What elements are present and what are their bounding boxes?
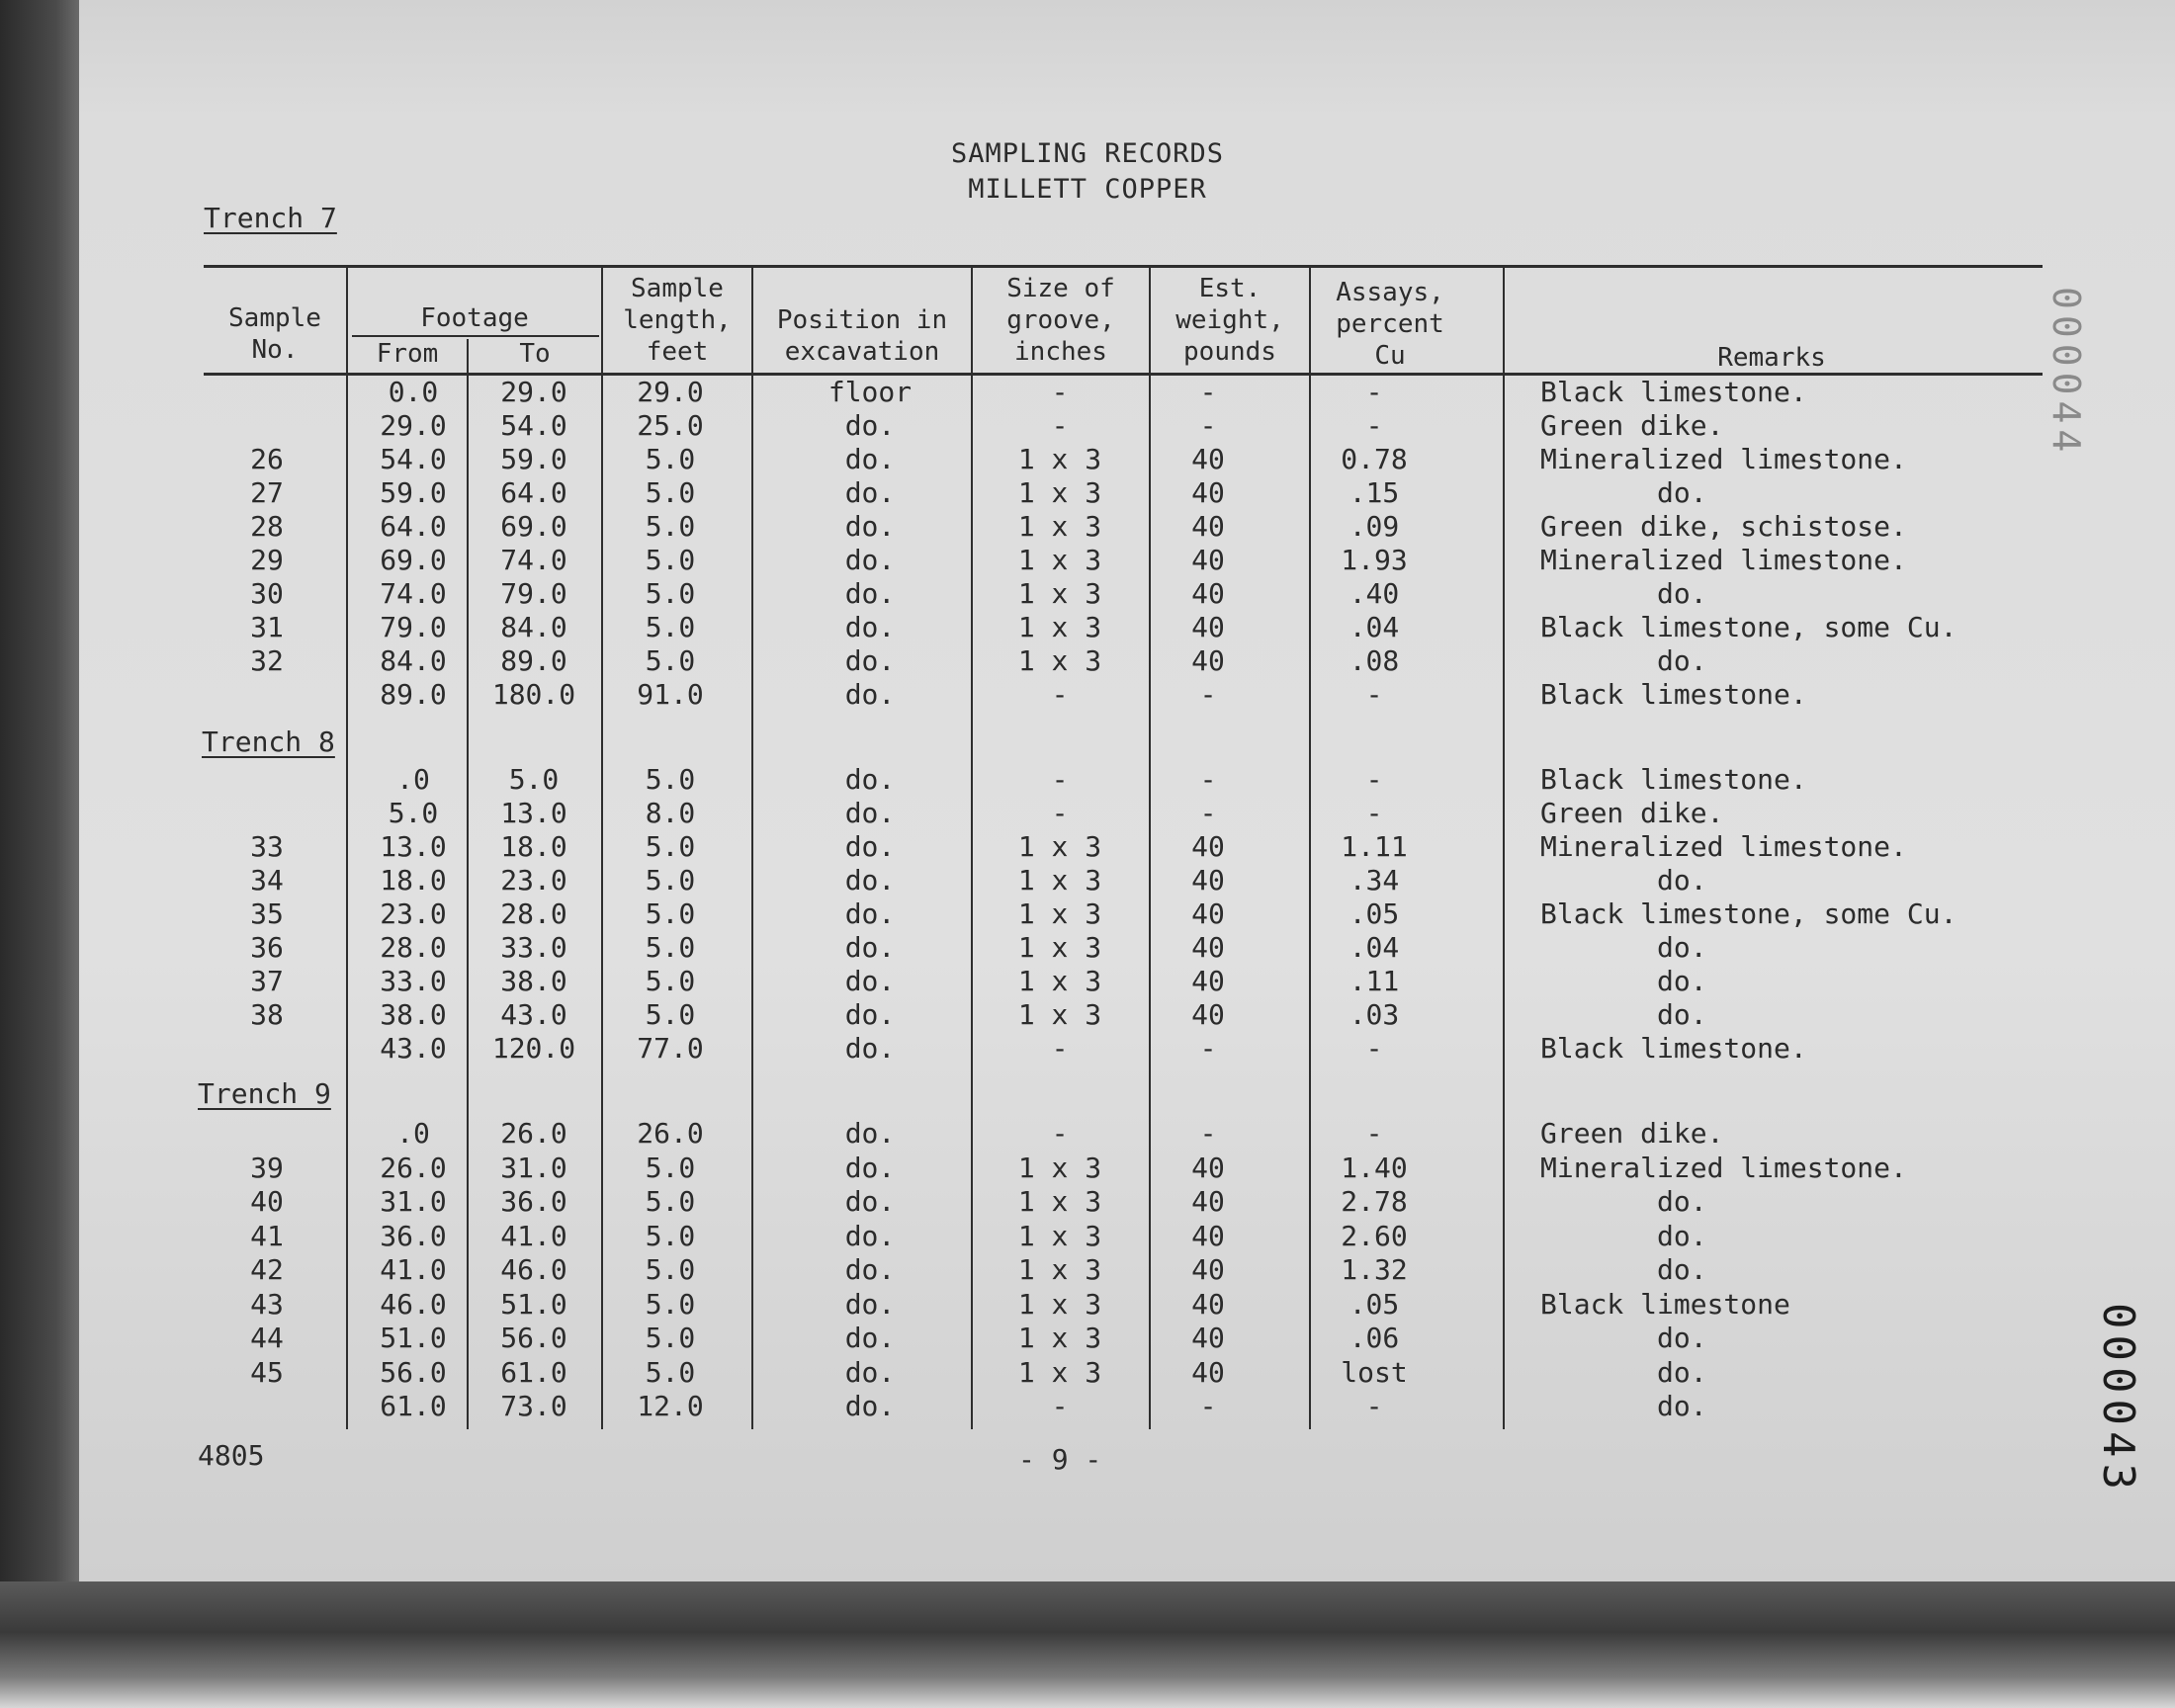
cell-footage-from: 69.0 <box>380 544 447 576</box>
cell-footage-from: 61.0 <box>380 1390 447 1422</box>
cell-assay-cu: .15 <box>1348 476 1400 509</box>
header-groove-line3: inches <box>1014 337 1107 367</box>
cell-assay-cu: .05 <box>1348 897 1400 930</box>
cell-footage-to: 74.0 <box>500 544 567 576</box>
cell-groove: 1 x 3 <box>1017 1287 1102 1321</box>
cell-length: 5.0 <box>645 763 696 796</box>
cell-groove: - <box>1051 1032 1069 1065</box>
cell-weight: 40 <box>1191 577 1225 610</box>
cell-sample-no: 37 <box>250 965 284 997</box>
cell-length: 5.0 <box>645 1287 696 1321</box>
archive-stamp-top: 000044 <box>2044 287 2088 459</box>
cell-assay-cu: 1.93 <box>1341 544 1408 576</box>
cell-footage-to: 5.0 <box>508 763 560 796</box>
cell-weight: 40 <box>1191 864 1225 897</box>
cell-groove: 1 x 3 <box>1017 897 1102 930</box>
cell-footage-from: 89.0 <box>380 678 447 711</box>
cell-footage-to: 28.0 <box>500 897 567 930</box>
cell-footage-to: 51.0 <box>500 1287 567 1321</box>
cell-position: do. <box>844 998 896 1031</box>
document-title: SAMPLING RECORDS <box>950 138 1225 169</box>
cell-groove: 1 x 3 <box>1017 1151 1102 1184</box>
cell-assay-cu: - <box>1365 1032 1383 1065</box>
cell-footage-from: 46.0 <box>380 1287 447 1321</box>
cell-footage-from: 31.0 <box>380 1185 447 1218</box>
cell-footage-to: 56.0 <box>500 1322 567 1354</box>
cell-groove: 1 x 3 <box>1017 1219 1102 1252</box>
cell-footage-to: 120.0 <box>491 1032 576 1065</box>
cell-position: do. <box>844 544 896 576</box>
cell-footage-to: 31.0 <box>500 1151 567 1184</box>
cell-sample-no: 28 <box>250 510 284 543</box>
cell-remarks: Mineralized limestone. <box>1540 1151 1907 1184</box>
cell-length: 8.0 <box>645 797 696 829</box>
cell-weight: 40 <box>1191 1322 1225 1354</box>
cell-weight: 40 <box>1191 443 1225 475</box>
cell-weight: 40 <box>1191 644 1225 677</box>
cell-groove: 1 x 3 <box>1017 1355 1102 1389</box>
cell-groove: - <box>1051 376 1069 408</box>
cell-remarks: Black limestone. <box>1540 376 1807 408</box>
cell-footage-from: 5.0 <box>388 797 439 829</box>
cell-weight: 40 <box>1191 1219 1225 1252</box>
cell-footage-to: 180.0 <box>491 678 576 711</box>
trench-9-label: Trench 9 <box>198 1077 331 1110</box>
header-assay <box>1311 277 1469 372</box>
cell-length: 5.0 <box>645 1322 696 1354</box>
cell-footage-from: 36.0 <box>380 1219 447 1252</box>
cell-groove: 1 x 3 <box>1017 443 1102 475</box>
cell-groove: 1 x 3 <box>1017 1322 1102 1354</box>
cell-remarks: Green dike, schistose. <box>1540 510 1907 543</box>
cell-length: 5.0 <box>645 611 696 643</box>
cell-footage-to: 13.0 <box>500 797 567 829</box>
cell-groove: 1 x 3 <box>1017 998 1102 1031</box>
cell-sample-no: 42 <box>250 1253 284 1286</box>
cell-weight: 40 <box>1191 931 1225 964</box>
cell-position: do. <box>844 1032 896 1065</box>
cell-remarks: do. <box>1657 644 1707 677</box>
cell-weight: 40 <box>1191 965 1225 997</box>
cell-sample-no: 32 <box>250 644 284 677</box>
header-groove <box>973 273 1149 368</box>
header-weight-line2: weight, <box>1175 305 1284 335</box>
cell-position: do. <box>844 897 896 930</box>
cell-groove: 1 x 3 <box>1017 931 1102 964</box>
cell-footage-from: 59.0 <box>380 476 447 509</box>
cell-remarks: Black limestone. <box>1540 678 1807 711</box>
cell-position: do. <box>844 476 896 509</box>
cell-remarks: Black limestone, some Cu. <box>1540 897 1958 930</box>
cell-remarks: Black limestone. <box>1540 763 1807 796</box>
cell-sample-no: 33 <box>250 830 284 863</box>
cell-length: 25.0 <box>637 409 704 442</box>
cell-position: floor <box>827 376 913 408</box>
cell-assay-cu: .05 <box>1348 1287 1400 1321</box>
cell-footage-to: 64.0 <box>500 476 567 509</box>
cell-weight: - <box>1199 763 1217 796</box>
cell-sample-no: 34 <box>250 864 284 897</box>
cell-groove: 1 x 3 <box>1017 1185 1102 1218</box>
cell-footage-from: 18.0 <box>380 864 447 897</box>
header-sample-line1: Sample <box>228 303 321 333</box>
cell-footage-from: .0 <box>396 1117 430 1150</box>
cell-groove: 1 x 3 <box>1017 864 1102 897</box>
cell-remarks: Green dike. <box>1540 797 1724 829</box>
cell-remarks: do. <box>1657 577 1707 610</box>
cell-footage-to: 73.0 <box>500 1390 567 1422</box>
cell-groove: - <box>1051 1390 1069 1422</box>
cell-footage-from: 74.0 <box>380 577 447 610</box>
cell-remarks: do. <box>1657 1219 1707 1252</box>
cell-assay-cu: - <box>1365 409 1383 442</box>
cell-weight: 40 <box>1191 998 1225 1031</box>
cell-position: do. <box>844 931 896 964</box>
cell-assay-cu: .04 <box>1348 931 1400 964</box>
cell-weight: 40 <box>1191 1185 1225 1218</box>
cell-remarks: do. <box>1657 965 1707 997</box>
cell-length: 29.0 <box>637 376 704 408</box>
cell-length: 26.0 <box>637 1117 704 1150</box>
cell-assay-cu: .04 <box>1348 611 1400 643</box>
cell-footage-to: 29.0 <box>500 376 567 408</box>
document-subtitle: MILLETT COPPER <box>968 174 1207 205</box>
cell-remarks: do. <box>1657 931 1707 964</box>
cell-length: 5.0 <box>645 965 696 997</box>
cell-position: do. <box>844 678 896 711</box>
cell-footage-to: 89.0 <box>500 644 567 677</box>
cell-remarks: Green dike. <box>1540 409 1724 442</box>
col-divider-length <box>751 267 753 1429</box>
cell-length: 77.0 <box>637 1032 704 1065</box>
col-divider-assay <box>1503 267 1505 1429</box>
header-weight <box>1151 273 1309 368</box>
cell-sample-no: 36 <box>250 931 284 964</box>
cell-footage-from: 29.0 <box>380 409 447 442</box>
cell-assay-cu: .06 <box>1348 1322 1400 1354</box>
header-to: To <box>519 339 551 369</box>
cell-footage-from: 0.0 <box>388 376 439 408</box>
cell-assay-cu: - <box>1365 678 1383 711</box>
archive-stamp-bottom: 000043 <box>2093 1303 2143 1495</box>
cell-groove: 1 x 3 <box>1017 830 1102 863</box>
scan-bottom-border <box>0 1581 2175 1708</box>
cell-footage-from: 64.0 <box>380 510 447 543</box>
cell-weight: 40 <box>1191 1253 1225 1286</box>
cell-footage-from: 23.0 <box>380 897 447 930</box>
cell-footage-to: 69.0 <box>500 510 567 543</box>
cell-remarks: do. <box>1657 1253 1707 1286</box>
cell-assay-cu: .08 <box>1348 644 1400 677</box>
cell-footage-from: 43.0 <box>380 1032 447 1065</box>
cell-weight: - <box>1199 409 1217 442</box>
header-groove-line2: groove, <box>1006 305 1115 335</box>
cell-groove: - <box>1051 409 1069 442</box>
cell-assay-cu: .11 <box>1348 965 1400 997</box>
header-assay-line3: Cu <box>1374 341 1406 371</box>
cell-sample-no: 40 <box>250 1185 284 1218</box>
cell-position: do. <box>844 830 896 863</box>
cell-weight: 40 <box>1191 1151 1225 1184</box>
cell-position: do. <box>844 611 896 643</box>
cell-length: 5.0 <box>645 510 696 543</box>
header-remarks: Remarks <box>1717 343 1826 373</box>
cell-position: do. <box>844 510 896 543</box>
cell-footage-to: 33.0 <box>500 931 567 964</box>
cell-footage-to: 43.0 <box>500 998 567 1031</box>
cell-weight: 40 <box>1191 830 1225 863</box>
cell-weight: - <box>1199 1032 1217 1065</box>
cell-length: 5.0 <box>645 476 696 509</box>
cell-length: 5.0 <box>645 1253 696 1286</box>
cell-footage-to: 41.0 <box>500 1219 567 1252</box>
cell-footage-from: 79.0 <box>380 611 447 643</box>
cell-remarks: do. <box>1657 1185 1707 1218</box>
cell-position: do. <box>844 965 896 997</box>
cell-remarks: Mineralized limestone. <box>1540 443 1907 475</box>
cell-groove: 1 x 3 <box>1017 510 1102 543</box>
cell-footage-to: 46.0 <box>500 1253 567 1286</box>
cell-length: 5.0 <box>645 931 696 964</box>
cell-weight: 40 <box>1191 897 1225 930</box>
cell-length: 5.0 <box>645 577 696 610</box>
header-position-line2: excavation <box>784 337 940 367</box>
cell-footage-to: 84.0 <box>500 611 567 643</box>
cell-position: do. <box>844 864 896 897</box>
cell-assay-cu: .40 <box>1348 577 1400 610</box>
cell-footage-to: 54.0 <box>500 409 567 442</box>
cell-footage-to: 79.0 <box>500 577 567 610</box>
cell-position: do. <box>844 1253 896 1286</box>
cell-sample-no: 26 <box>250 443 284 475</box>
cell-position: do. <box>844 797 896 829</box>
header-assay-line2: percent <box>1336 309 1444 339</box>
cell-assay-cu: .09 <box>1348 510 1400 543</box>
cell-remarks: do. <box>1657 998 1707 1031</box>
header-footage: Footage <box>420 303 529 333</box>
cell-footage-from: 54.0 <box>380 443 447 475</box>
cell-remarks: Mineralized limestone. <box>1540 544 1907 576</box>
header-position <box>753 304 971 368</box>
cell-assay-cu: 1.40 <box>1341 1151 1408 1184</box>
cell-footage-from: 28.0 <box>380 931 447 964</box>
cell-assay-cu: 1.11 <box>1341 830 1408 863</box>
cell-position: do. <box>844 1287 896 1321</box>
header-weight-line1: Est. <box>1198 274 1262 303</box>
cell-groove: - <box>1051 1117 1069 1150</box>
cell-footage-to: 38.0 <box>500 965 567 997</box>
cell-weight: 40 <box>1191 510 1225 543</box>
cell-footage-from: 51.0 <box>380 1322 447 1354</box>
cell-assay-cu: - <box>1365 376 1383 408</box>
cell-assay-cu: - <box>1365 763 1383 796</box>
cell-remarks: do. <box>1657 1355 1707 1389</box>
cell-footage-from: 38.0 <box>380 998 447 1031</box>
cell-remarks: Green dike. <box>1540 1117 1724 1150</box>
cell-length: 5.0 <box>645 443 696 475</box>
cell-footage-from: 84.0 <box>380 644 447 677</box>
cell-groove: 1 x 3 <box>1017 644 1102 677</box>
cell-sample-no: 35 <box>250 897 284 930</box>
cell-weight: 40 <box>1191 544 1225 576</box>
cell-assay-cu: 1.32 <box>1341 1253 1408 1286</box>
cell-assay-cu: 0.78 <box>1341 443 1408 475</box>
cell-position: do. <box>844 1185 896 1218</box>
cell-remarks: Mineralized limestone. <box>1540 830 1907 863</box>
cell-assay-cu: - <box>1365 1390 1383 1422</box>
cell-length: 5.0 <box>645 544 696 576</box>
cell-footage-to: 36.0 <box>500 1185 567 1218</box>
cell-groove: - <box>1051 763 1069 796</box>
cell-length: 5.0 <box>645 1185 696 1218</box>
cell-footage-to: 18.0 <box>500 830 567 863</box>
cell-position: do. <box>844 1390 896 1422</box>
cell-sample-no: 45 <box>250 1355 284 1389</box>
cell-sample-no: 43 <box>250 1287 284 1321</box>
header-length-line2: length, <box>623 305 732 335</box>
cell-weight: - <box>1199 1117 1217 1150</box>
cell-groove: - <box>1051 678 1069 711</box>
cell-sample-no: 31 <box>250 611 284 643</box>
cell-length: 5.0 <box>645 1355 696 1389</box>
page-number: - 9 - <box>1018 1443 1102 1476</box>
cell-assay-cu: 2.78 <box>1341 1185 1408 1218</box>
cell-weight: - <box>1199 678 1217 711</box>
cell-position: do. <box>844 1151 896 1184</box>
cell-assay-cu: .03 <box>1348 998 1400 1031</box>
cell-groove: 1 x 3 <box>1017 476 1102 509</box>
cell-weight: 40 <box>1191 1355 1225 1389</box>
cell-footage-from: 41.0 <box>380 1253 447 1286</box>
cell-footage-from: 26.0 <box>380 1151 447 1184</box>
cell-length: 5.0 <box>645 998 696 1031</box>
cell-weight: - <box>1199 797 1217 829</box>
cell-footage-to: 23.0 <box>500 864 567 897</box>
cell-sample-no: 44 <box>250 1322 284 1354</box>
cell-assay-cu: - <box>1365 1117 1383 1150</box>
cell-remarks: do. <box>1657 1322 1707 1354</box>
cell-footage-from: 33.0 <box>380 965 447 997</box>
cell-position: do. <box>844 1219 896 1252</box>
cell-length: 5.0 <box>645 897 696 930</box>
cell-groove: 1 x 3 <box>1017 544 1102 576</box>
cell-position: do. <box>844 443 896 475</box>
cell-position: do. <box>844 409 896 442</box>
cell-groove: - <box>1051 797 1069 829</box>
cell-length: 5.0 <box>645 1219 696 1252</box>
cell-groove: 1 x 3 <box>1017 577 1102 610</box>
cell-position: do. <box>844 1355 896 1389</box>
cell-footage-to: 61.0 <box>500 1355 567 1389</box>
header-weight-line3: pounds <box>1183 337 1276 367</box>
trench-8-label: Trench 8 <box>202 726 335 758</box>
header-assay-line1: Assays, <box>1336 278 1444 307</box>
cell-assay-cu: .34 <box>1348 864 1400 897</box>
cell-length: 5.0 <box>645 1151 696 1184</box>
cell-position: do. <box>844 1117 896 1150</box>
cell-position: do. <box>844 763 896 796</box>
col-divider-position <box>971 267 973 1429</box>
cell-groove: 1 x 3 <box>1017 965 1102 997</box>
cell-position: do. <box>844 644 896 677</box>
cell-remarks: do. <box>1657 1390 1707 1422</box>
cell-weight: - <box>1199 376 1217 408</box>
header-sample-line2: No. <box>251 335 299 365</box>
table-top-rule <box>204 265 2043 268</box>
header-length <box>603 273 751 368</box>
header-groove-line1: Size of <box>1006 274 1115 303</box>
cell-assay-cu: lost <box>1341 1355 1408 1389</box>
cell-groove: 1 x 3 <box>1017 1253 1102 1286</box>
document-number: 4805 <box>198 1439 265 1472</box>
cell-assay-cu: - <box>1365 797 1383 829</box>
cell-remarks: Black limestone <box>1540 1287 1790 1321</box>
scan-left-border <box>0 0 79 1708</box>
cell-weight: 40 <box>1191 476 1225 509</box>
cell-sample-no: 30 <box>250 577 284 610</box>
cell-sample-no: 27 <box>250 476 284 509</box>
cell-sample-no: 29 <box>250 544 284 576</box>
cell-sample-no: 41 <box>250 1219 284 1252</box>
cell-length: 12.0 <box>637 1390 704 1422</box>
cell-length: 5.0 <box>645 644 696 677</box>
cell-remarks: do. <box>1657 864 1707 897</box>
cell-weight: - <box>1199 1390 1217 1422</box>
cell-length: 91.0 <box>637 678 704 711</box>
cell-footage-to: 26.0 <box>500 1117 567 1150</box>
cell-footage-to: 59.0 <box>500 443 567 475</box>
cell-groove: 1 x 3 <box>1017 611 1102 643</box>
footage-underline <box>352 335 599 337</box>
cell-weight: 40 <box>1191 611 1225 643</box>
cell-remarks: Black limestone, some Cu. <box>1540 611 1958 643</box>
cell-position: do. <box>844 577 896 610</box>
header-length-line3: feet <box>646 337 709 367</box>
cell-footage-from: 56.0 <box>380 1355 447 1389</box>
cell-remarks: do. <box>1657 476 1707 509</box>
header-sample-no <box>204 302 346 366</box>
cell-length: 5.0 <box>645 830 696 863</box>
cell-sample-no: 39 <box>250 1151 284 1184</box>
cell-remarks: Black limestone. <box>1540 1032 1807 1065</box>
trench-7-label: Trench 7 <box>204 202 337 234</box>
cell-position: do. <box>844 1322 896 1354</box>
header-length-line1: Sample <box>631 274 724 303</box>
cell-assay-cu: 2.60 <box>1341 1219 1408 1252</box>
cell-weight: 40 <box>1191 1287 1225 1321</box>
cell-footage-from: 13.0 <box>380 830 447 863</box>
header-position-line1: Position in <box>776 305 948 335</box>
cell-sample-no: 38 <box>250 998 284 1031</box>
header-from: From <box>376 339 439 369</box>
cell-footage-from: .0 <box>396 763 430 796</box>
cell-length: 5.0 <box>645 864 696 897</box>
